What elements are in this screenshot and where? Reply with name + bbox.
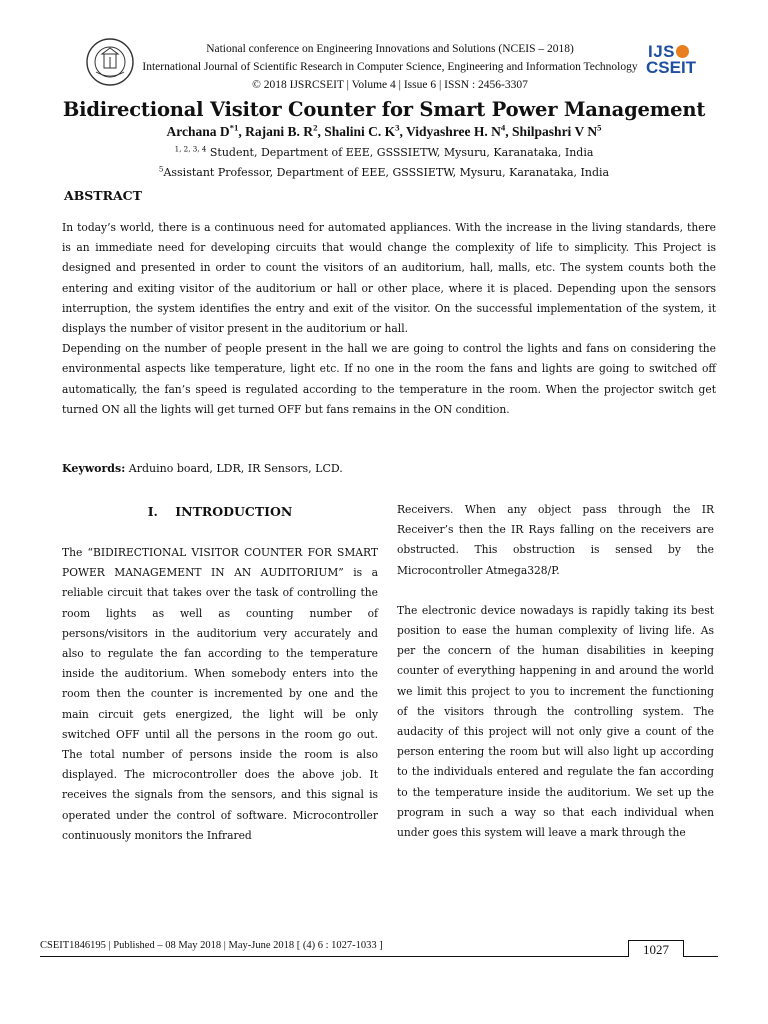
footer-citation: CSEIT1846195 | Published – 08 May 2018 | May-June 2018 [ (4) 6 : 1027-1033 ] [40, 940, 383, 951]
keywords-label: Keywords: [62, 462, 126, 475]
journal-name: International Journal of Scientific Research in Computer Science, Engineering and Information Technology [142, 61, 638, 73]
affiliation-students: $^{1, 2, 3, 4}$ Student, Department of EEE, GSSSIETW, Mysuru, Karanataka, India [174, 144, 594, 159]
introduction-heading: I. INTRODUCTION [147, 504, 293, 519]
page-number: 1027 [628, 940, 684, 957]
intro-paragraph-2: Receivers. When any object pass through the IR Receiver’s then the IR Rays falling on the receivers are obstructed. This obstruction is sensed by the Microcontroller Atmega328/P. [397, 503, 714, 577]
paper-title: Bidirectional Visitor Counter for Smart Power Management [62, 98, 706, 121]
abstract-heading: ABSTRACT [64, 188, 142, 203]
keywords-text: Arduino board, LDR, IR Sensors, LCD. [128, 462, 343, 475]
introduction-right-column [397, 500, 714, 843]
abstract-body [62, 218, 716, 420]
introduction-left-column [62, 543, 378, 846]
keywords-line [62, 462, 716, 475]
ijsrcseit-logo: IJS CSEIT [646, 42, 697, 77]
abstract-paragraph-1: In today’s world, there is a continuous need for automated appliances. With the increase in the living standards, there is an immediate need for developing circuits that would change the complexity of life to simplicity. This Project is designed and presented in order to count the visitors of an auditorium, hall, malls, etc. The system counts both the entering and exiting visitor of the auditorium or hall or other place, where it is placed. Depending upon the sensors interruption, the system identifies the entry and exit of the visitor. On the successful implementation of the system, it displays the number of visitor present in the auditorium or hall. [62, 221, 716, 336]
conference-name: National conference on Engineering Innovations and Solutions (NCEIS – 2018) [206, 43, 574, 55]
journal-issue-info: © 2018 IJSRCSEIT | Volume 4 | Issue 6 | ISSN : 2456-3307 [252, 79, 528, 91]
affiliation-professor: $^5$Assistant Professor, Department of EEE, GSSSIETW, Mysuru, Karanataka, India [158, 164, 610, 179]
intro-paragraph-1: The “BIDIRECTIONAL VISITOR COUNTER FOR SMART POWER MANAGEMENT IN AN AUDITORIUM” is a reliable circuit that takes over the task of controlling the room lights as well as counting number of persons/visitors in the auditorium very accurately and also to regulate the fan according to the temperature inside the auditorium. When somebody enters into the room then the counter is incremented by one and the main circuit gets energized, the light will be only switched OFF until all the persons in the room go out. The total number of persons inside the room is also displayed. The microcontroller does the above job. It receives the signals from the sensors, and this signal is operated under the control of software. Microcontroller continuously monitors the Infrared [62, 546, 378, 842]
footer-divider [40, 956, 718, 957]
abstract-paragraph-2: Depending on the number of people present in the hall we are going to control the lights and fans on considering the environmental aspects like temperature, light etc. If no one in the room the fans and lights are going to switched off automatically, the fan’s speed is regulated according to the temperature in the room. When the projector switch get turned ON all the lights will get turned OFF but fans remains in the ON condition. [62, 342, 716, 416]
intro-paragraph-3: The electronic device nowadays is rapidly taking its best position to ease the human complexity of living life. As per the concern of the human disabilities in keeping counter of everything happening in and around the world we limit this project to you to increment the functioning of the visitors through the controlling system. The audacity of this project will not only give a count of the person entering the room but will also light up according to the individuals entered and regulate the fan according to the temperature inside the auditorium. We set up the program in such a way so that each individual when under goes this system will leave a mark through the [397, 603, 714, 840]
author-list: Archana $D^{*1}$, Rajani B. $R^2$, Shalini C. $K^3$, Vidyashree H. $N^4$, Shilpashri V $N^5$ [166, 122, 602, 139]
